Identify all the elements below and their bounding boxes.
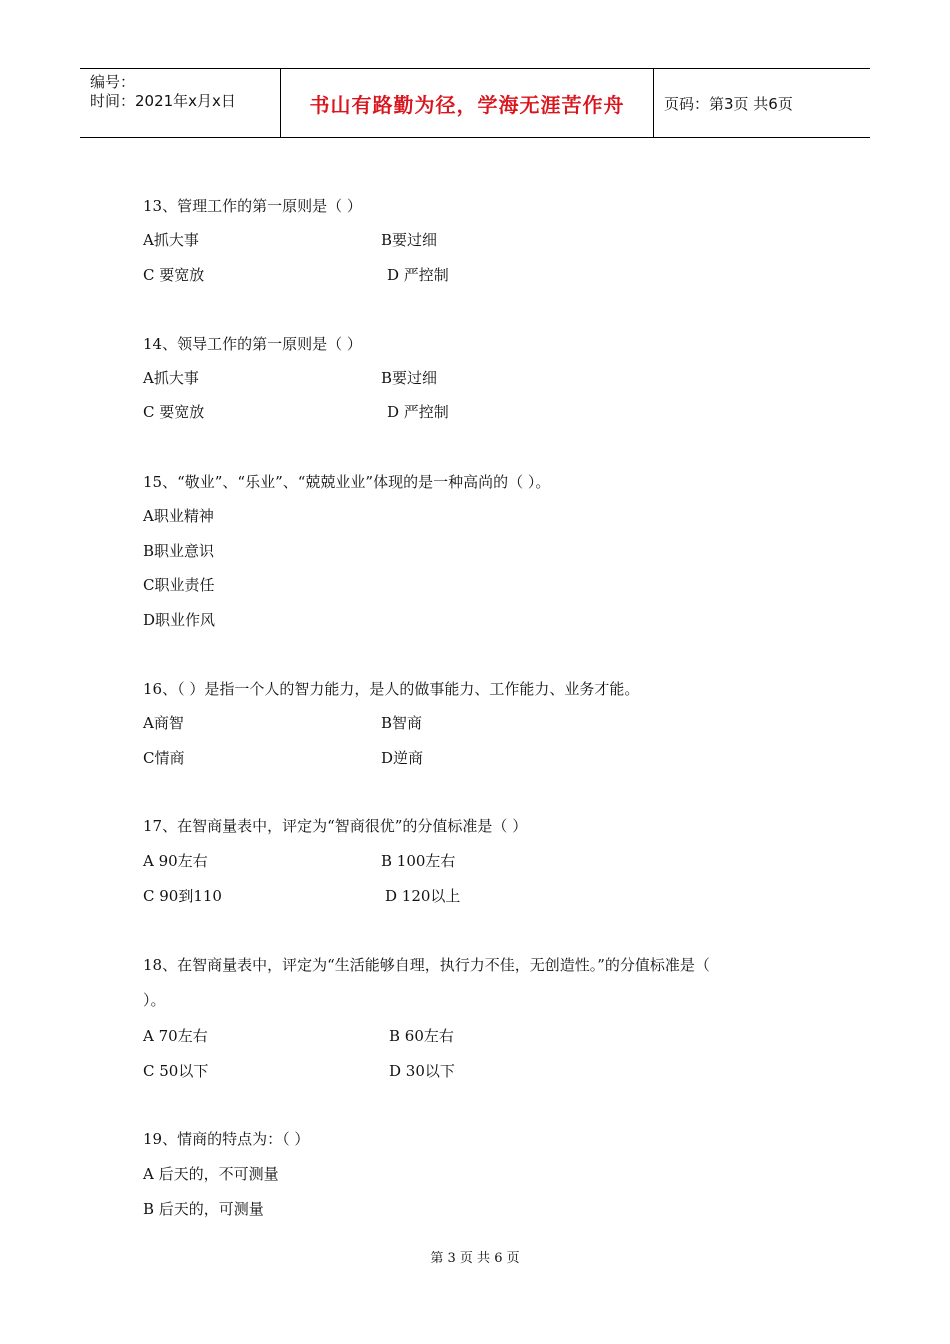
question-14: 14、领导工作的第一原则是（ ）	[143, 335, 362, 353]
header-motto: 书山有路勤为径，学海无涯苦作舟	[281, 69, 654, 137]
option-17-d: D 120以上	[385, 887, 461, 905]
option-15-c: C职业责任	[143, 576, 215, 594]
option-18-d: D 30以下	[389, 1062, 455, 1080]
option-17-c: C 90到110	[143, 887, 222, 905]
option-18-a: A 70左右	[143, 1027, 208, 1045]
question-13: 13、管理工作的第一原则是（ ）	[143, 197, 362, 215]
option-17-b: B 100左右	[381, 852, 456, 870]
option-16-d: D逆商	[381, 749, 424, 767]
option-14-a: A抓大事	[143, 369, 199, 387]
question-15: 15、“敬业”、“乐业”、“兢兢业业”体现的是一种高尚的（ ）。	[143, 473, 551, 491]
option-14-c: C 要宽放	[143, 403, 205, 421]
option-14-b: B要过细	[381, 369, 438, 387]
option-13-a: A抓大事	[143, 231, 199, 249]
option-13-b: B要过细	[381, 231, 438, 249]
question-17: 17、在智商量表中，评定为“智商很优”的分值标准是（ ）	[143, 817, 528, 835]
option-17-a: A 90左右	[143, 852, 208, 870]
option-13-d: D 严控制	[387, 266, 449, 284]
header-meta	[80, 69, 281, 137]
option-16-b: B智商	[381, 714, 423, 732]
option-14-d: D 严控制	[387, 403, 449, 421]
option-15-a: A职业精神	[143, 507, 214, 525]
option-15-b: B职业意识	[143, 542, 215, 560]
question-19: 19、情商的特点为：（ ）	[143, 1130, 310, 1148]
option-18-c: C 50以下	[143, 1062, 209, 1080]
option-15-d: D职业作风	[143, 611, 216, 629]
option-13-c: C 要宽放	[143, 266, 205, 284]
page-footer: 第 3 页 共 6 页	[430, 1251, 520, 1266]
option-16-a: A商智	[143, 714, 184, 732]
question-16: 16、（ ）是指一个人的智力能力，是人的做事能力、工作能力、业务才能。	[143, 680, 640, 698]
question-18-continued: ）。	[143, 991, 166, 1009]
number-label: 编号：	[90, 73, 136, 91]
question-18: 18、在智商量表中，评定为“生活能够自理，执行力不佳，无创造性。”的分值标准是（	[143, 956, 710, 974]
time-label: 时间：2021年x月x日	[90, 92, 236, 110]
option-18-b: B 60左右	[389, 1027, 454, 1045]
option-16-c: C情商	[143, 749, 185, 767]
page-header	[80, 68, 870, 138]
option-19-a: A 后天的，不可测量	[143, 1165, 279, 1183]
header-page-info: 页码：第3页 共6页	[664, 94, 793, 113]
option-19-b: B 后天的，可测量	[143, 1200, 264, 1218]
